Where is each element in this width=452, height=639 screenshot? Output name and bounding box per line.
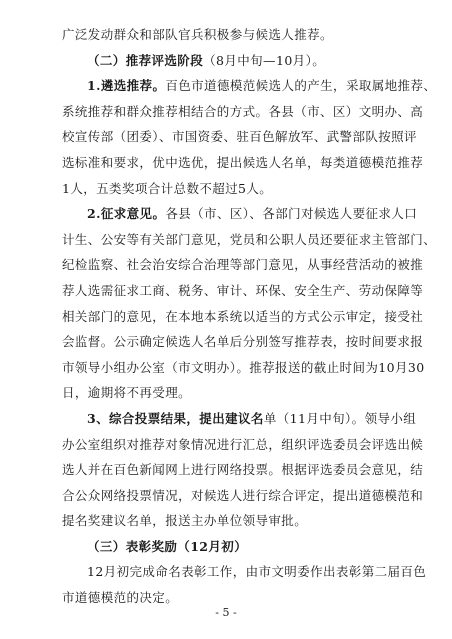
item-label: 2.征求意见。 [87,206,166,222]
paragraph-line [62,432,424,458]
paragraph-line [62,176,394,202]
paragraph-line [62,22,394,48]
line-text: 选人并在百色新闻网上进行网络投票。根据评选委员会意见，结 [62,462,424,478]
item-heading-3 [62,406,417,432]
heading-text: （二）推荐评选阶段 [87,52,204,68]
line-text: 市道德模范的决定。 [62,590,179,606]
paragraph-line [62,559,427,585]
line-text: 办公室组织对推荐对象情况进行汇总，组织评选委员会评选出候 [62,436,424,452]
paragraph-line [62,380,394,406]
line-text: 广泛发动群众和部队官兵积极参与候选人推荐。 [62,27,333,42]
line-text: 单（11月中旬）。领导小组 [263,410,417,426]
heading-text: （三）表彰奖励（12月初） [87,538,248,554]
paragraph-line [62,355,425,381]
paragraph-line [62,483,424,509]
item-heading-2 [62,201,418,227]
line-text: 各县（市、区）、各部门对候选人要征求人口 [165,206,418,222]
line-text: 12月初完成命名表彰工作，由市文明委作出表彰第二届百色 [87,564,427,580]
paragraph-line [62,329,424,355]
line-text: 日，逾期将不再受理。 [62,385,192,401]
line-text: 提名奖建议名单，报送主办单位领导审批。 [62,513,308,529]
section-heading-3 [62,534,394,560]
paragraph-line [62,508,394,534]
paragraph-line [62,99,424,125]
line-text: 市领导小组办公室（市文明办）。推荐报送的截止时间为10月30 [62,359,425,375]
paragraph-line [62,227,437,253]
paragraph-line [62,150,424,176]
line-text: 百色市道德模范候选人的产生，采取属地推荐、 [165,78,437,94]
line-text: 会监督。公示确定候选人名单后分别签写推荐表，按时间要求报 [62,334,424,350]
item-heading-1 [62,73,437,99]
paragraph-line [62,304,424,330]
line-text: 纪检监察、社会治安综合治理等部门意见，从事经营活动的被推 [62,257,424,273]
paragraph-line [62,252,424,278]
line-text: 系统推荐和群众推荐相结合的方式。各县（市、区）文明办、高 [62,103,424,119]
section-heading-2 [62,48,394,74]
line-text: 合公众网络投票情况，对候选人进行综合评定，提出道德模范和 [62,487,424,503]
heading-suffix: （8月中旬—10月）。 [203,52,326,68]
line-text: 相关部门的意见，在本地本系统以适当的方式公示审定，接受社 [62,308,424,324]
page-number: - 5 - [215,606,237,619]
line-text: 计生、公安等有关部门意见，党员和公职人员还要征求主管部门、 [62,231,437,247]
document-body [62,22,437,611]
line-text: 荐人选需征求工商、税务、审计、环保、安全生产、劳动保障等 [62,282,424,298]
line-text: 校宣传部（团委）、市国资委、驻百色解放军、武警部队按照评 [62,129,417,145]
item-label: 3、综合投票结果，提出建议名 [87,410,264,426]
item-label: 1.遴选推荐。 [87,78,166,94]
line-text: 1人，五类奖项合计总数不超过5人。 [62,180,273,196]
paragraph-line [62,124,417,150]
paragraph-line [62,278,424,304]
line-text: 选标准和要求，优中选优，提出候选人名单，每类道德模范推荐 [62,154,424,170]
paragraph-line [62,457,424,483]
